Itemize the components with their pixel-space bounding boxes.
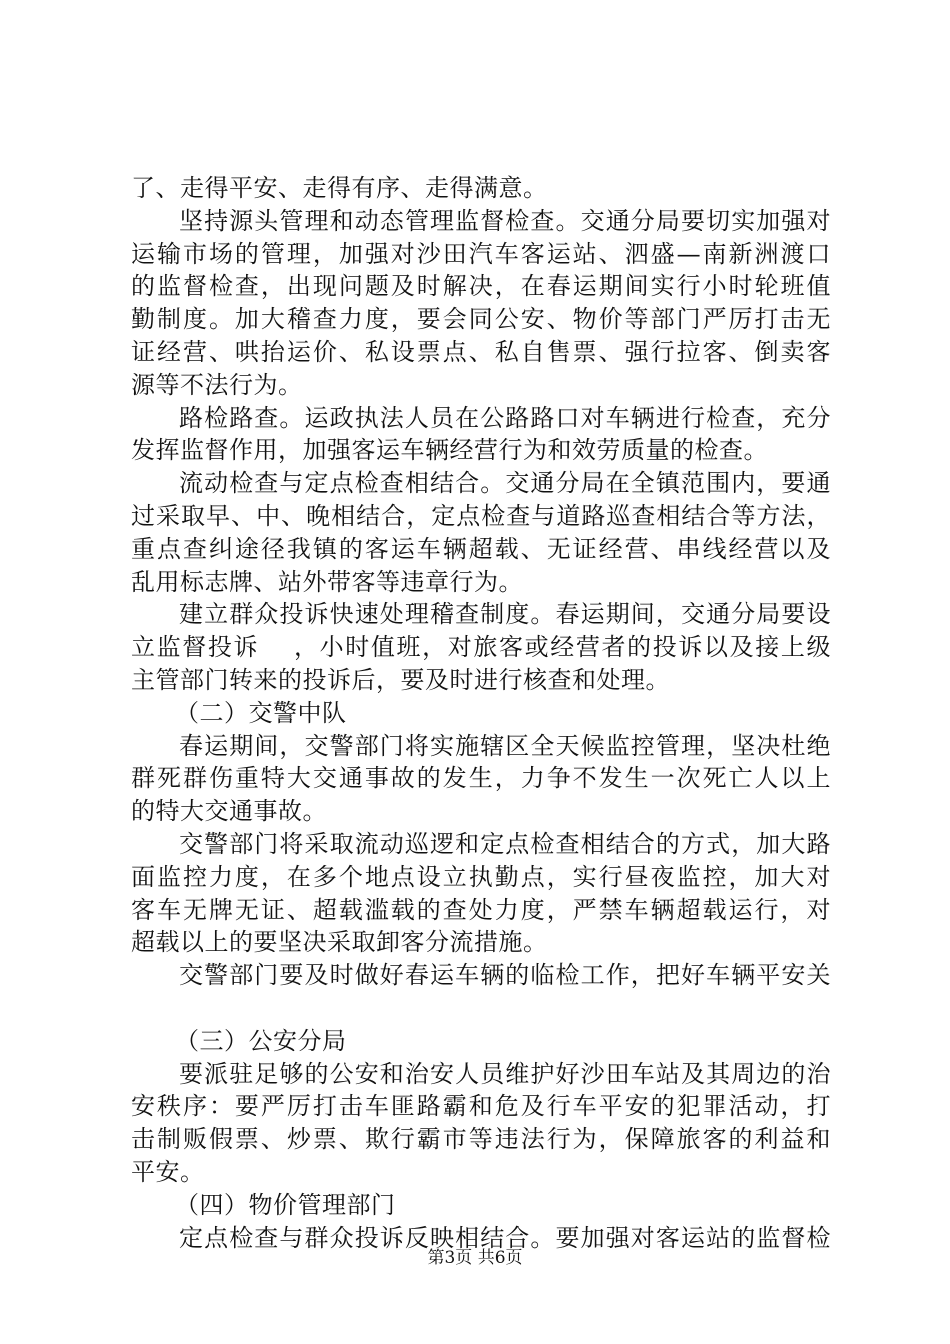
paragraph-line: 坚持源头管理和动态管理监督检查。交通分局要切实加强对: [179, 206, 831, 235]
page-number-footer: 第3页 共6页: [427, 1248, 523, 1268]
text-line: 主管部门转来的投诉后，要及时进行核查和处理。: [131, 665, 670, 694]
text-line: 重点查纠途径我镇的客运车辆超载、无证经营、串线经营以及: [131, 534, 831, 563]
text-line: 击制贩假票、炒票、欺行霸市等违法行为，保障旅客的利益和: [131, 1125, 831, 1154]
paragraph-line: 定点检查与群众投诉反映相结合。要加强对客运站的监督检: [179, 1223, 831, 1252]
paragraph-line: 春运期间，交警部门将实施辖区全天候监控管理，坚决杜绝: [179, 731, 831, 760]
paragraph-line: 建立群众投诉快速处理稽查制度。春运期间，交通分局要设: [179, 600, 831, 629]
text-line: 立监督投诉 ，小时值班，对旅客或经营者的投诉以及接上级: [131, 633, 831, 662]
paragraph-line: 交警部门要及时做好春运车辆的临检工作，把好车辆平安关: [179, 961, 831, 990]
paragraph-line: 流动检查与定点检查相结合。交通分局在全镇范围内，要通: [179, 469, 831, 498]
paragraph-line: 路检路查。运政执法人员在公路路口对车辆进行检查，充分: [179, 403, 831, 432]
text-line: 面监控力度，在多个地点设立执勤点，实行昼夜监控，加大对: [131, 862, 831, 891]
text-line: 群死群伤重特大交通事故的发生，力争不发生一次死亡人以上: [131, 764, 831, 793]
text-line: 的特大交通事故。: [131, 797, 327, 826]
paragraph-line: 交警部门将采取流动巡逻和定点检查相结合的方式，加大路: [179, 829, 831, 858]
text-line: 超载以上的要坚决采取卸客分流措施。: [131, 928, 548, 957]
text-line: 平安。: [131, 1157, 205, 1186]
text-line: 证经营、哄抬运价、私设票点、私自售票、强行拉客、倒卖客: [131, 337, 831, 366]
text-line: 勤制度。加大稽查力度，要会同公安、物价等部门严厉打击无: [131, 305, 831, 334]
text-line: 源等不法行为。: [131, 370, 303, 399]
text-line: 了、走得平安、走得有序、走得满意。: [131, 174, 548, 202]
text-line: 发挥监督作用，加强客运车辆经营行为和效劳质量的检查。: [131, 436, 768, 465]
section-heading: （三）公安分局: [175, 1026, 347, 1055]
text-line: 安秩序：要严厉打击车匪路霸和危及行车平安的犯罪活动，打: [131, 1092, 831, 1121]
paragraph-line: 要派驻足够的公安和治安人员维护好沙田车站及其周边的治: [179, 1059, 831, 1088]
section-heading: （四）物价管理部门: [175, 1190, 396, 1219]
section-heading: （二）交警中队: [175, 698, 347, 727]
text-line: 客车无牌无证、超载滥载的查处力度，严禁车辆超载运行，对: [131, 895, 831, 924]
text-line: 的监督检查，出现问题及时解决，在春运期间实行小时轮班值: [131, 272, 831, 301]
blank-line: [131, 992, 831, 1025]
text-line: 运输市场的管理，加强对沙田汽车客运站、泗盛—南新洲渡口: [131, 239, 831, 268]
text-line: 乱用标志牌、站外带客等违章行为。: [131, 567, 523, 596]
document-body: [131, 172, 831, 1254]
text-line: 过采取早、中、晚相结合，定点检查与道路巡查相结合等方法，: [131, 501, 831, 530]
